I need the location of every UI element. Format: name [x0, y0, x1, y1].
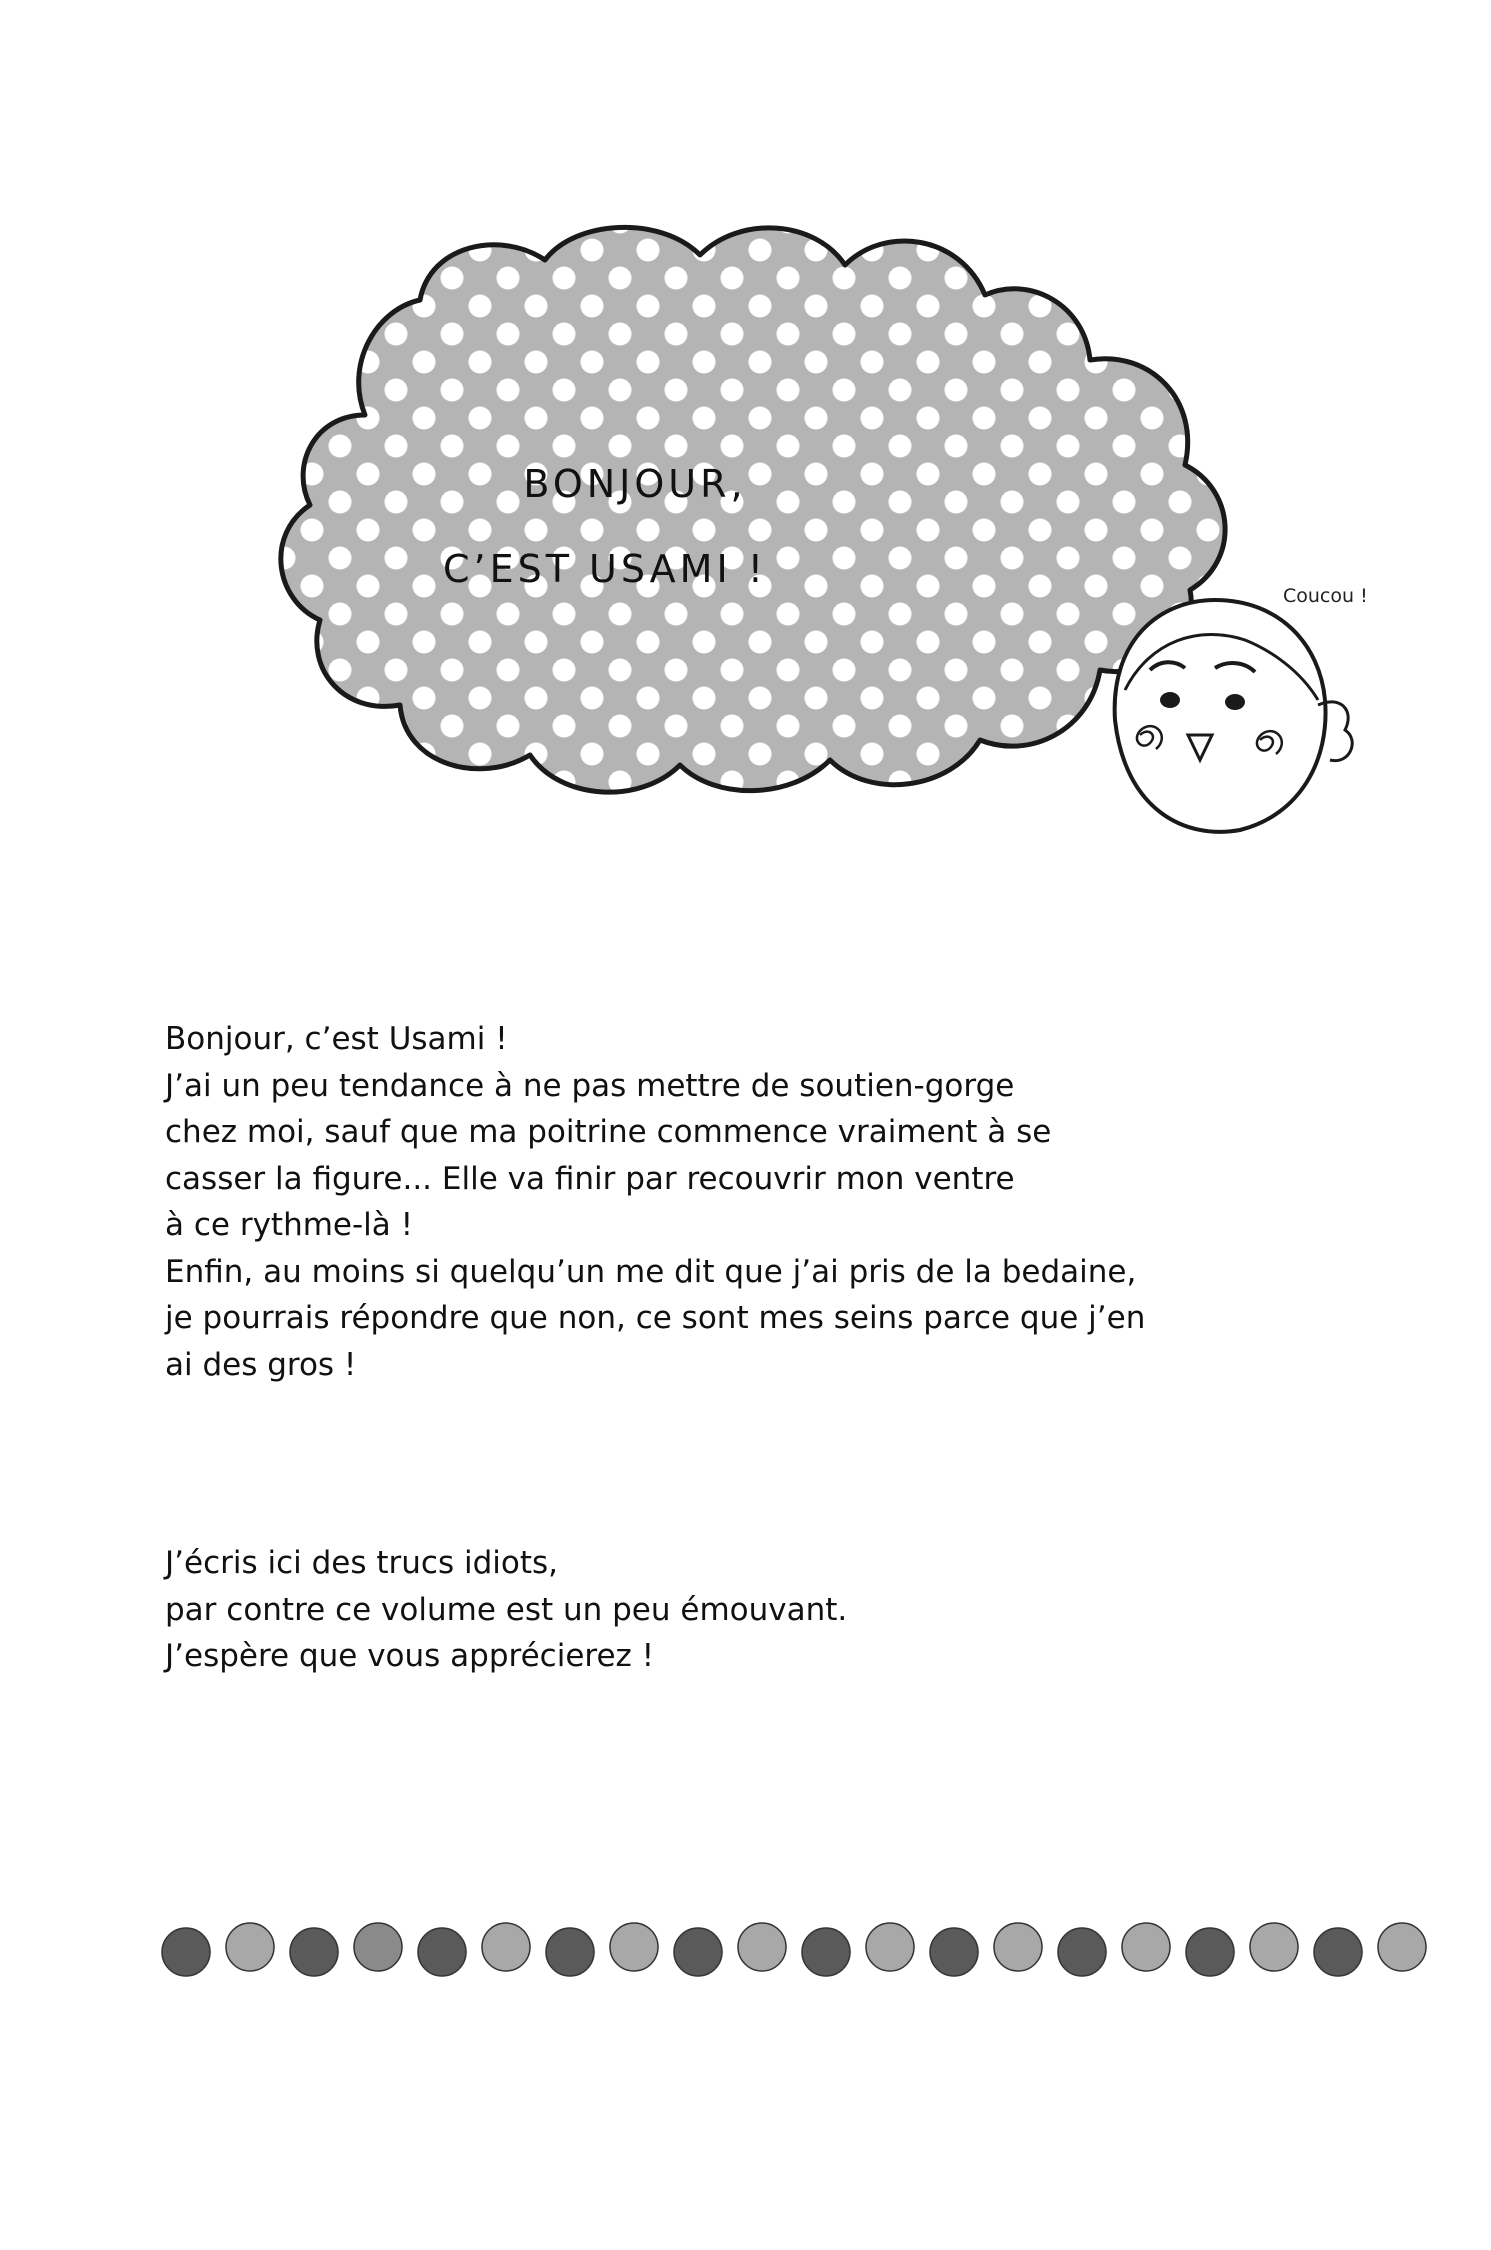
decorative-dot: [866, 1923, 914, 1971]
paragraph-line: J’écris ici des trucs idiots,: [165, 1545, 558, 1581]
paragraph-2: [165, 1540, 847, 1680]
paragraph-line: Bonjour, c’est Usami !: [165, 1021, 508, 1057]
paragraph-line: Enfin, au moins si quelqu’un me dit que j’ai pris de la bedaine,: [165, 1253, 1137, 1290]
paragraph-1: [165, 1016, 1145, 1388]
decorative-dot: [1378, 1923, 1426, 1971]
decorative-dot: [546, 1928, 594, 1976]
left-eye: [1160, 692, 1180, 708]
paragraph-line: je pourrais répondre que non, ce sont mes seins parce que j’en: [165, 1300, 1146, 1336]
decorative-dot: [1314, 1928, 1362, 1976]
character-face: [1115, 600, 1353, 832]
cloud-bubble: [281, 227, 1225, 792]
decorative-dot: [1058, 1928, 1106, 1976]
paragraph-line: ai des gros !: [165, 1346, 357, 1383]
decorative-dot: [674, 1928, 722, 1976]
paragraph-line: chez moi, sauf que ma poitrine commence vraiment à se: [165, 1114, 1052, 1150]
decorative-dot-row: [162, 1923, 1426, 1976]
decorative-dot: [930, 1928, 978, 1976]
decorative-dot: [354, 1923, 402, 1971]
decorative-dot: [290, 1928, 338, 1976]
character-speech: Coucou !: [1283, 585, 1368, 607]
decorative-dot: [418, 1928, 466, 1976]
paragraph-line: par contre ce volume est un peu émouvant.: [165, 1591, 848, 1628]
decorative-dot: [738, 1923, 786, 1971]
decorative-dot: [482, 1923, 530, 1971]
decorative-dot: [226, 1923, 274, 1971]
bubble-title-line-2: C’EST USAMI !: [443, 547, 767, 591]
bubble-title-line-1: BONJOUR,: [523, 462, 747, 506]
decorative-dot: [1186, 1928, 1234, 1976]
decorative-dot: [610, 1923, 658, 1971]
decorative-dot: [802, 1928, 850, 1976]
paragraph-line: J’espère que vous apprécierez !: [165, 1638, 655, 1674]
decorative-dot: [994, 1923, 1042, 1971]
paragraph-line: J’ai un peu tendance à ne pas mettre de soutien-gorge: [165, 1067, 1015, 1104]
right-eye: [1225, 694, 1245, 710]
decorative-dot: [1250, 1923, 1298, 1971]
decorative-dot: [1122, 1923, 1170, 1971]
paragraph-line: casser la figure... Elle va finir par recouvrir mon ventre: [165, 1160, 1015, 1197]
paragraph-line: à ce rythme-là !: [165, 1207, 414, 1243]
decorative-dot: [162, 1928, 210, 1976]
